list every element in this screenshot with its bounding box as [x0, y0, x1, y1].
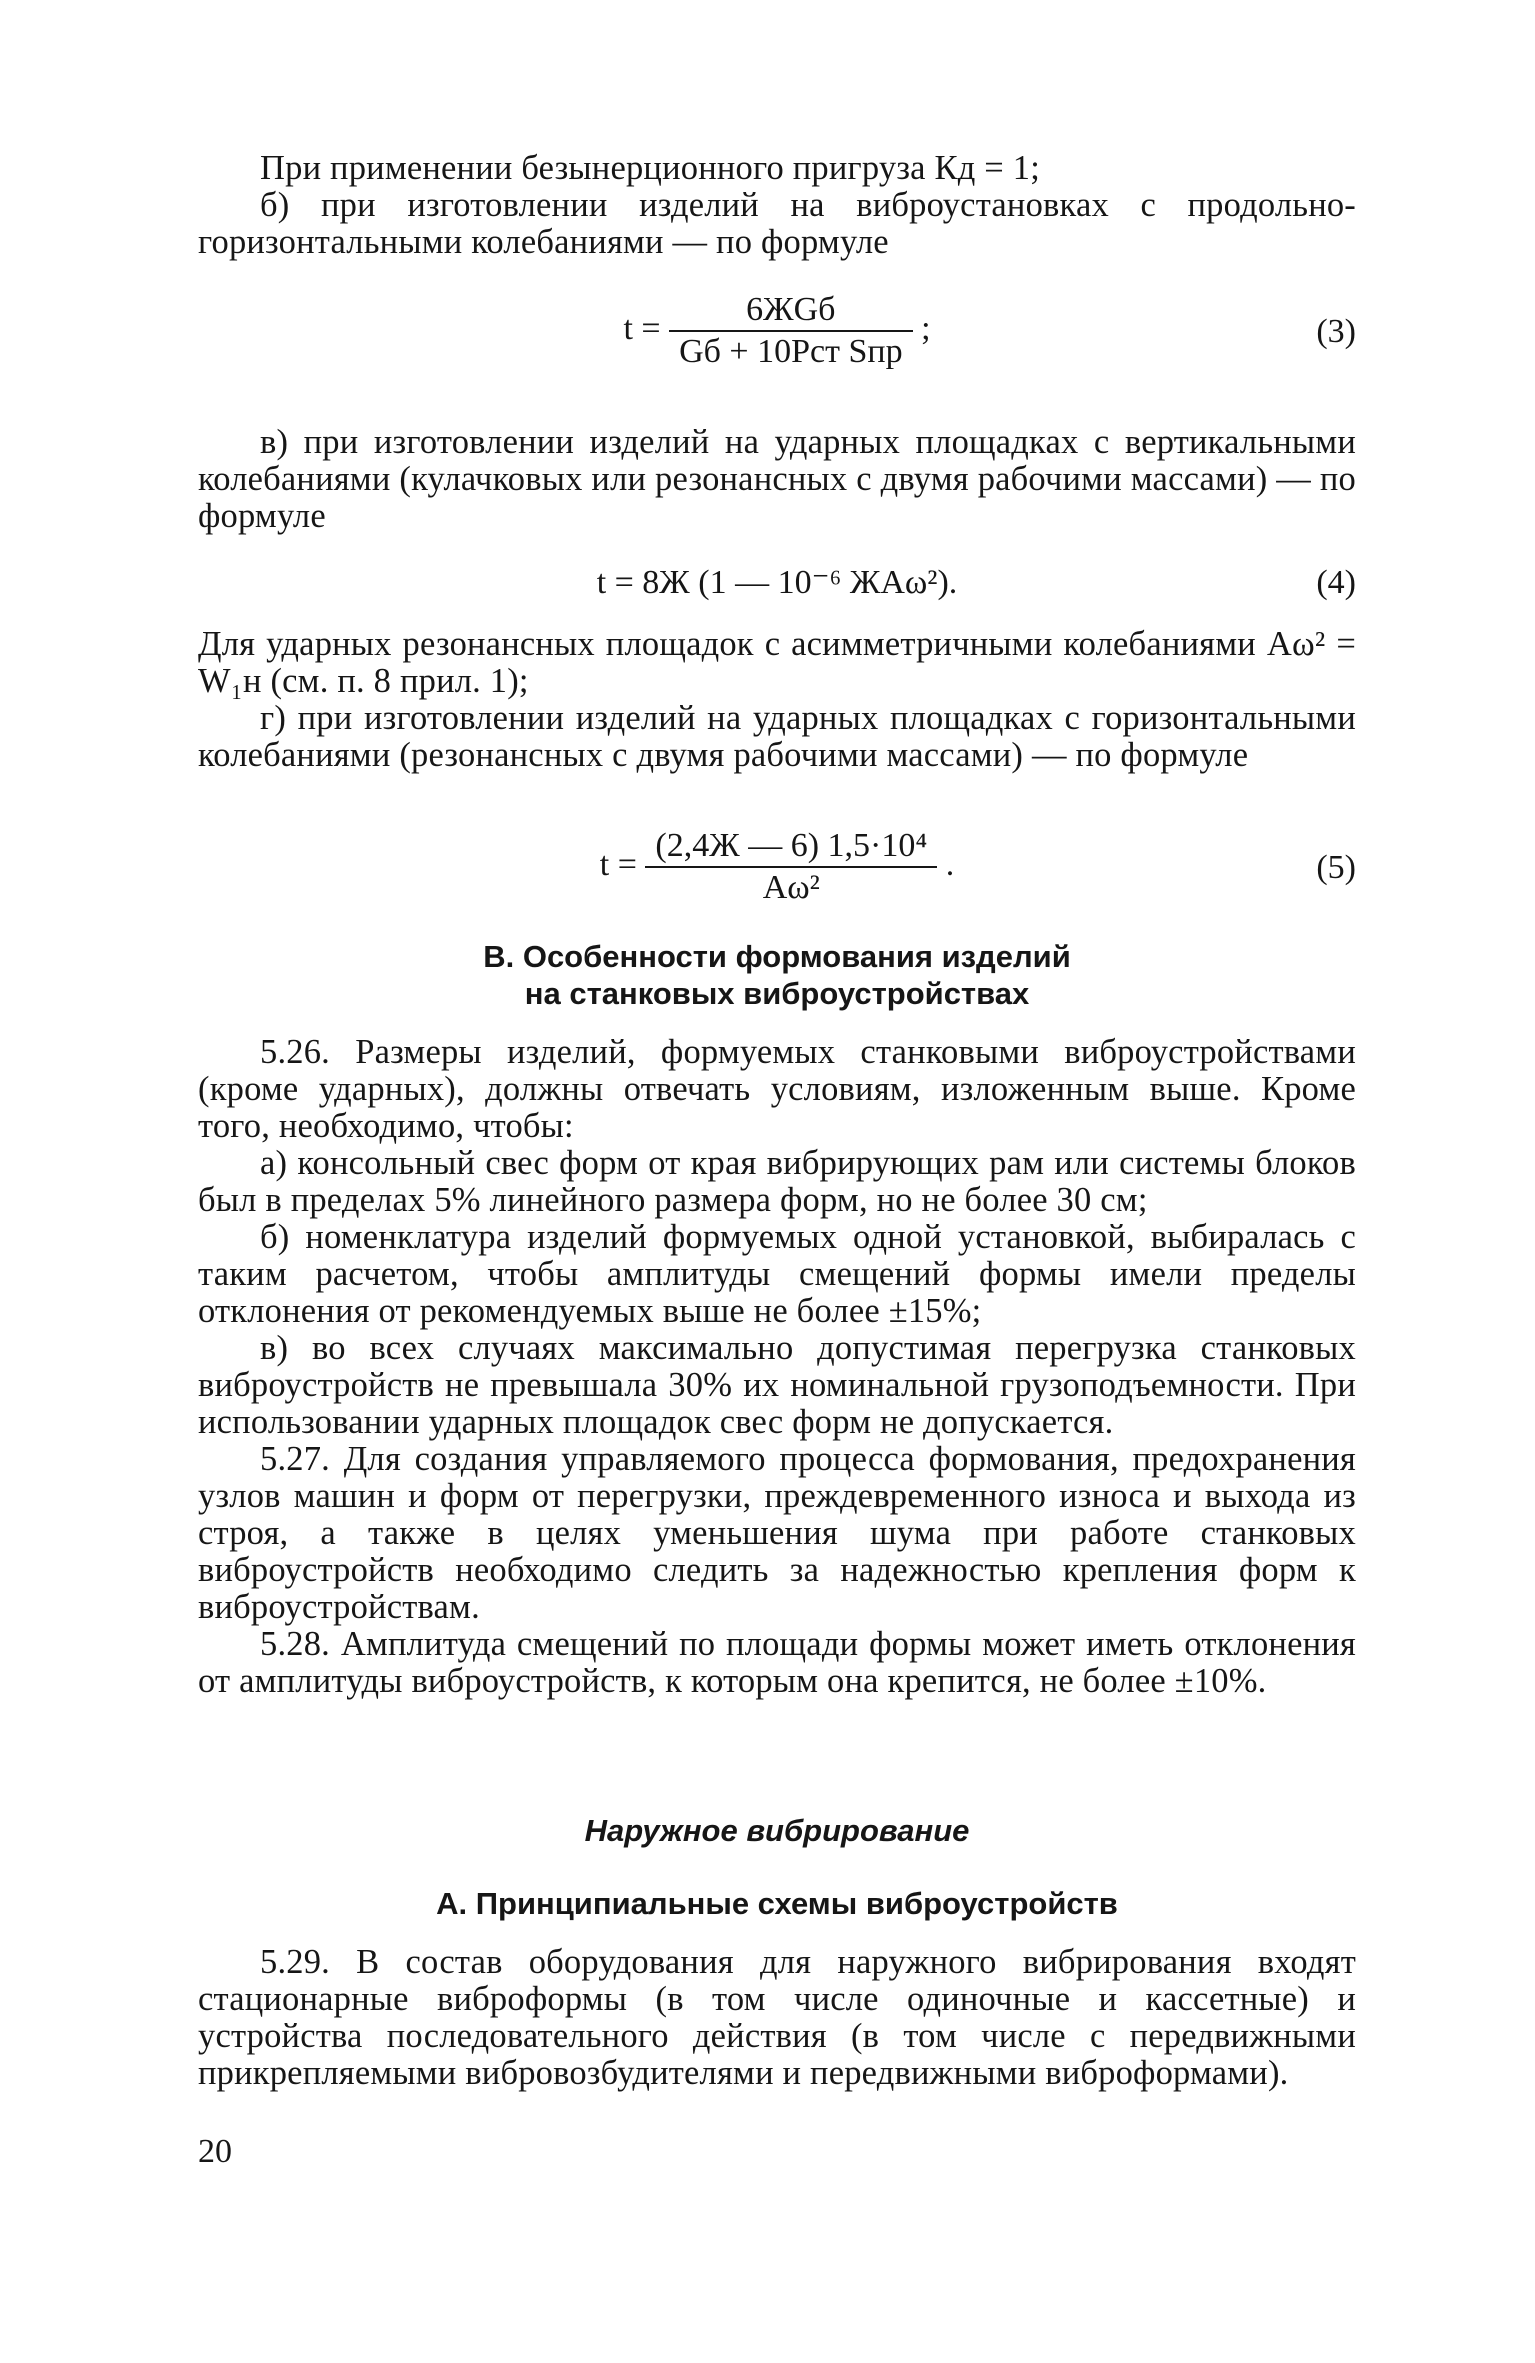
formula-3-numerator: 6ЖGб [746, 291, 836, 328]
paragraph-5-29: 5.29. В состав оборудования для наружного вибрирования входят стационарные виброформы (в том числе одиночные и кассетные) и устройства последовательного действия (в том числе с передвижными прикрепляемыми вибровозбудителями и передвижными виброформами). [198, 1943, 1356, 2092]
text-block-resonant [198, 626, 1356, 774]
paragraph-5-26-b: б) номенклатура изделий формуемых одной установкой, выбиралась с таким расчетом, чтобы амплитуды смещений формы имели пределы отклонения от рекомендуемых выше не более ±15%; [198, 1218, 1356, 1330]
text-block-526 [198, 1034, 1356, 1700]
section-heading-outer-vibration: Наружное вибрирование [584, 1813, 970, 1848]
formula-3-number: (3) [1316, 313, 1356, 350]
paragraph-intro: При применении безынерционного пригруза Кд = 1; [260, 149, 1040, 187]
text-block-529 [198, 1944, 1356, 2092]
formula-5 [198, 826, 1356, 908]
formula-5-lhs: t = [599, 845, 637, 883]
formula-3-fraction [669, 290, 913, 372]
formula-3 [198, 290, 1356, 372]
formula-3-denominator: Gб + 10Pст Sпр [669, 330, 913, 372]
formula-5-number: (5) [1316, 849, 1356, 886]
paragraph-v: в) при изготовлении изделий на ударных площадках с вертикальными колебаниями (кулачковых или резонансных с двумя рабочими массами) — по формуле [198, 423, 1356, 535]
formula-4-expr: t = 8Ж (1 — 10⁻⁶ ЖАω²). [596, 564, 958, 601]
paragraph-5-27: 5.27. Для создания управляемого процесса формования, предохранения узлов машин и форм от перегрузки, преждевременного износа и выхода из строя, а также в целях уменьшения шума при работе станковых виброустройств необходимо следить за надежностью крепления форм к виброустройствам. [198, 1440, 1356, 1626]
paragraph-resonant: Для ударных резонансных площадок с асимметричными колебаниями Аω² = W₁н (см. п. 8 прил. 1); [198, 625, 1356, 700]
formula-4 [198, 563, 1356, 603]
formula-3-lhs: t = [623, 309, 661, 347]
section-heading-v-line1: В. Особенности формования изделий [483, 939, 1071, 974]
formula-5-denominator: Аω² [645, 866, 937, 908]
paragraph-5-26-v: в) во всех случаях максимально допустимая перегрузка станковых виброустройств не превышала 30% их номинальной грузоподъемности. При использовании ударных площадок свес форм не допускается. [198, 1329, 1356, 1441]
section-heading-v [198, 938, 1356, 1012]
text-block-v [198, 424, 1356, 535]
paragraph-g: г) при изготовлении изделий на ударных площадках с горизонтальными колебаниями (резонансных с двумя рабочими массами) — по формуле [198, 699, 1356, 774]
formula-5-fraction [645, 826, 937, 908]
formula-4-number: (4) [1316, 564, 1356, 601]
section-heading-a: А. Принципиальные схемы виброустройств [436, 1886, 1118, 1921]
section-heading-v-line2: на станковых виброустройствах [524, 976, 1030, 1011]
page-number: 20 [198, 2133, 232, 2170]
paragraph-5-28: 5.28. Амплитуда смещений по площади формы может иметь отклонения от амплитуды виброустройств, к которым она крепится, не более ±10%. [198, 1625, 1356, 1700]
formula-3-trail: ; [921, 309, 931, 347]
formula-5-trail: . [945, 845, 955, 883]
text-block-top [198, 150, 1356, 261]
paragraph-b: б) при изготовлении изделий на виброустановках с продольно-горизонтальными колебаниями — по формуле [198, 186, 1356, 261]
paragraph-5-26-a: а) консольный свес форм от края вибрирующих рам или системы блоков был в пределах 5% линейного размера форм, но не более 30 см; [198, 1144, 1356, 1219]
paragraph-5-26: 5.26. Размеры изделий, формуемых станковыми виброустройствами (кроме ударных), должны отвечать условиям, изложенным выше. Кроме того, необходимо, чтобы: [198, 1033, 1356, 1145]
formula-5-numerator: (2,4Ж — 6) 1,5·10⁴ [655, 827, 928, 864]
